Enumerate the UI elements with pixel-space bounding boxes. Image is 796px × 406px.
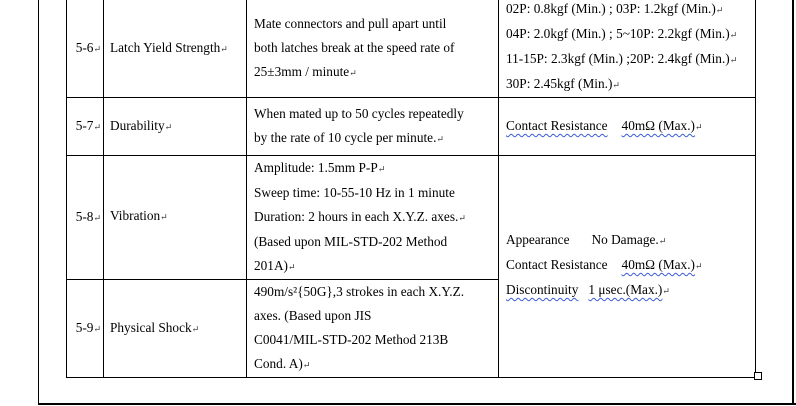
requirement-line: 04P: 2.0kgf (Min.) ; 5~10P: 2.2kgf (Min.) [506, 26, 730, 41]
condition-line: 490m/s²{50G},3 strokes in each X.Y.Z. [254, 284, 465, 299]
paragraph-mark-icon: ↵ [694, 122, 703, 132]
condition-line: 201A) [254, 258, 288, 273]
paragraph-mark-icon: ↵ [191, 324, 200, 334]
page-right-edge [792, 0, 794, 405]
paragraph-mark-icon: ↵ [694, 261, 703, 271]
contact-resistance-label: Contact Resistance [506, 257, 608, 272]
paragraph-mark-icon: ↵ [658, 236, 667, 246]
requirement-cell[interactable] [499, 0, 756, 98]
condition-line: both latches break at the speed rate of [254, 39, 455, 55]
condition-line: by the rate of 10 cycle per minute. [254, 130, 437, 145]
test-item-cell[interactable] [104, 98, 247, 156]
table-row [67, 98, 756, 156]
requirement-line: 30P: 2.45kgf (Min.) [506, 76, 613, 91]
discontinuity-label: Discontinuity [506, 282, 579, 297]
discontinuity-value: 1 μsec.(Max.) [588, 282, 663, 297]
item-number-cell[interactable] [67, 98, 104, 156]
test-condition-cell[interactable] [247, 156, 499, 280]
item-number-cell[interactable] [67, 156, 104, 280]
condition-line: Amplitude: 1.5mm P-P [254, 160, 378, 175]
paragraph-mark-icon: ↵ [302, 360, 311, 370]
paragraph-mark-icon: ↵ [93, 43, 101, 54]
item-number: 5-8 [75, 209, 94, 224]
paragraph-mark-icon: ↵ [715, 5, 724, 15]
paragraph-mark-icon: ↵ [93, 122, 101, 132]
test-item-name: Physical Shock [110, 320, 192, 335]
item-number: 5-6 [75, 39, 94, 55]
condition-line: Mate connectors and pull apart until [254, 15, 447, 31]
table-row [67, 0, 756, 98]
condition-line: When mated up to 50 cycles repeatedly [254, 106, 464, 121]
paragraph-mark-icon: ↵ [377, 164, 386, 174]
page-bottom-edge [38, 403, 796, 405]
test-item-name: Latch Yield Strength [110, 39, 221, 55]
test-item-name: Vibration [110, 208, 161, 223]
specification-table [66, 0, 756, 378]
contact-resistance-value: 40mΩ (Max.) [621, 118, 695, 133]
paragraph-mark-icon: ↵ [160, 212, 168, 222]
item-number-cell[interactable] [67, 0, 104, 98]
paragraph-mark-icon: ↵ [349, 67, 357, 78]
contact-resistance-value: 40mΩ (Max.) [621, 257, 695, 272]
item-number: 5-9 [75, 320, 94, 335]
paragraph-mark-icon: ↵ [662, 286, 670, 296]
paragraph-mark-icon: ↵ [220, 43, 228, 54]
test-condition-cell[interactable] [247, 280, 499, 378]
paragraph-mark-icon: ↵ [287, 262, 296, 272]
paragraph-mark-icon: ↵ [458, 213, 466, 223]
appearance-value: No Damage. [591, 232, 659, 247]
condition-line: (Based upon MIL-STD-202 Method [254, 234, 448, 249]
item-number: 5-7 [75, 118, 94, 133]
table-row [67, 156, 756, 280]
test-item-name: Durability [110, 118, 165, 133]
table-resize-handle[interactable] [754, 372, 762, 380]
paragraph-mark-icon: ↵ [164, 122, 173, 132]
item-number-cell[interactable] [67, 280, 104, 378]
shared-requirement-cell[interactable] [499, 156, 756, 378]
requirement-cell[interactable] [499, 98, 756, 156]
requirement-line: 11-15P: 2.3kgf (Min.) ;20P: 2.4kgf (Min.) [506, 51, 730, 66]
paragraph-mark-icon: ↵ [93, 324, 101, 334]
condition-line: axes. (Based upon JIS [254, 308, 372, 323]
paragraph-mark-icon: ↵ [729, 30, 738, 40]
condition-line: Duration: 2 hours in each X.Y.Z. axes. [254, 209, 459, 224]
requirement-line: 02P: 0.8kgf (Min.) ; 03P: 1.2kgf (Min.) [506, 1, 716, 16]
test-item-cell[interactable] [104, 156, 247, 280]
test-item-cell[interactable] [104, 0, 247, 98]
contact-resistance-label: Contact Resistance [506, 118, 608, 133]
test-condition-cell[interactable] [247, 0, 499, 98]
paragraph-mark-icon: ↵ [93, 213, 101, 223]
paragraph-mark-icon: ↵ [436, 134, 444, 144]
condition-line: C0041/MIL-STD-202 Method 213B [254, 332, 449, 347]
condition-line: Cond. A) [254, 356, 303, 371]
test-item-cell[interactable] [104, 280, 247, 378]
appearance-label: Appearance [506, 232, 570, 247]
paragraph-mark-icon: ↵ [612, 80, 620, 90]
paragraph-mark-icon: ↵ [729, 55, 738, 65]
test-condition-cell[interactable] [247, 98, 499, 156]
condition-line: Sweep time: 10-55-10 Hz in 1 minute [254, 185, 455, 200]
page-left-edge [38, 0, 39, 405]
condition-line: 25±3mm / minute [254, 63, 350, 79]
